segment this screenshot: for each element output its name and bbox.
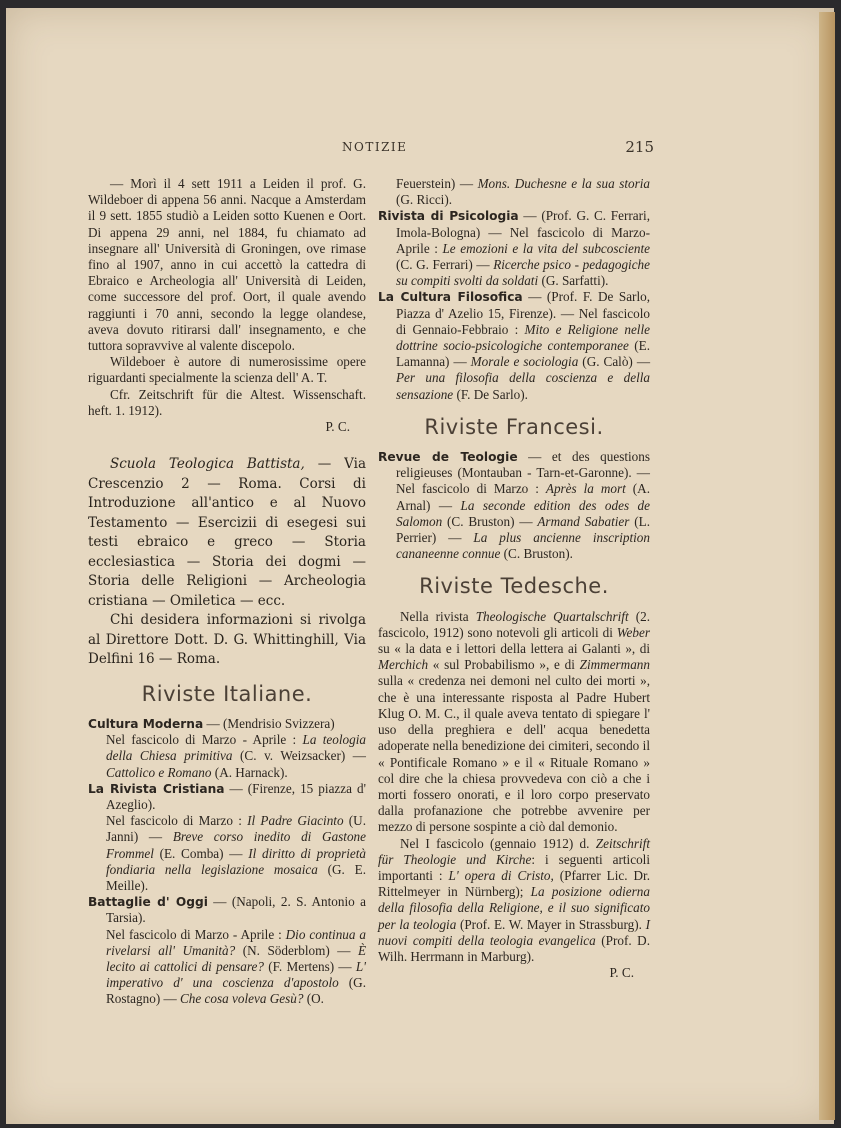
text-run: (E. Comba) — (153, 845, 249, 861)
italic-title: Zeitschrift für Theologie und Kirche (378, 835, 650, 867)
italic-title: Mito e Religione nelle dottrine socio-psicologiche contemporanee (396, 321, 650, 354)
italic-title: Weber (616, 624, 650, 640)
italic-title: Après la mort (545, 481, 626, 497)
text-run: Nel fascicolo di Marzo : (106, 813, 248, 829)
right-column (378, 176, 650, 981)
italic-title: Cattolico e Romano (106, 764, 212, 780)
italic-title: Le emozioni e la vita del subcosciente (442, 240, 650, 256)
review-contents (88, 927, 366, 1008)
school-notice (88, 455, 366, 611)
italic-title: Zimmermann (579, 657, 650, 673)
text-run: Feuerstein) — (396, 176, 478, 191)
italic-title: L' imperativo d' una coscienza d'apostolo (106, 959, 366, 991)
text-run: (G. Calò) — (578, 354, 651, 370)
italian-reviews (88, 716, 366, 1008)
running-title: NOTIZIE (342, 140, 408, 154)
text-run: (2. fascicolo, 1912) sono notevoli gli articoli di (378, 608, 650, 640)
italic-title: Armand Sabatier (537, 513, 630, 529)
review-entry: La Cultura Filosofica — (Prof. F. De Sarlo, Piazza d' Azelio 15, Firenze). — Nel fascicolo di Gennaio-Febbraio : Mito e Religione nelle dottrine socio-psicologiche contemporanee (E. Lamanna) — Morale e sociologia (G. Calò) — Per una filosofia della coscienza e della sensazione (F. De Sarlo). (378, 289, 651, 402)
author-initials: P. C. (325, 419, 350, 435)
journal-name: Revue de Teologie (378, 450, 518, 465)
italic-title: La posizione odierna della filosofia della Religione, e il suo significato per la teologia (378, 884, 650, 932)
review-continuation (378, 176, 650, 208)
text-run: (C. Bruston). (500, 546, 573, 562)
text-run: (G. Ricci). (396, 192, 453, 208)
italic-title: Il Padre Giacinto (247, 813, 344, 829)
book-page (6, 8, 834, 1124)
text-run: (F. Mertens) — (263, 959, 356, 974)
journal-name: Cultura Moderna (88, 716, 204, 731)
text-run: (Pfarrer Lic. Dr. Rittelmeyer in Nürnberg); (378, 867, 650, 900)
text-run: (Prof. E. W. Mayer in Strassburg). (456, 916, 646, 932)
italic-title: La seconde edition des odes de Salomon (396, 497, 650, 529)
author-initials: P. C. (609, 965, 634, 981)
italic-title: Ricerche psico - pedagogiche su compiti svolti da soldati (396, 257, 651, 289)
german-paragraph (378, 836, 650, 966)
text-run: (O. (303, 991, 324, 1007)
italic-title: L' opera di Cristo, (448, 867, 554, 883)
italic-title: La teologia della Chiesa primitiva (106, 732, 366, 764)
italic-title: Dio continua a rivelarsi all' Umanità? (106, 926, 366, 958)
text-run: su « la data e i lettori della lettera ai Galanti », di (378, 641, 650, 657)
italic-title: È lecito ai cattolici di pensare? (106, 942, 366, 974)
page-edge-right (819, 12, 835, 1120)
text-run: (A. Harnack). (211, 764, 288, 780)
text-run: (U. Janni) — (106, 813, 366, 845)
text-run: Nel fascicolo di Marzo - Aprile : (106, 926, 286, 942)
text-run: (A. Arnal) — (396, 481, 650, 513)
review-contents (88, 813, 366, 894)
review-entry: Rivista di Psicologia — (Prof. G. C. Ferrari, Imola-Bologna) — Nel fascicolo di Marzo-Aprile : Le emozioni e la vita del subcosciente (C. G. Ferrari) — Ricerche psico - pedagogiche su compiti svolti da soldati (G. Sarfatti). (378, 208, 651, 289)
text-run: Nel fascicolo di Gennaio-Febbraio : (396, 305, 650, 337)
italic-title: I nuovi compiti della teologia evangelica (378, 916, 650, 948)
text-run: (E. Lamanna) — (396, 338, 650, 370)
journal-name: La Cultura Filosofica (378, 290, 523, 305)
section-title-french: Riviste Francesi. (424, 414, 604, 439)
italic-title: Che cosa voleva Gesù? (180, 991, 304, 1007)
text-run: (C. G. Ferrari) — (396, 257, 494, 273)
text-run: sulla « credenza nei demoni nel culto dei morti », che è una interessante risposta al Padre Hubert Klug O. M. C., il quale aveva tentato di spiegare l' uso della preghiera e dell' acqua benedetta adoperate nella benedizione dei cimiteri, secondo il « Pontificale Romano » e il « Rituale Romano » col dire che la chiesa provvedeva con ciò a che i morti fossero onorati, e il loro corpo preservato dalla profanazione che potrebbe avvenire per mezzo di persone sospinte a ciò dal demonio. (378, 673, 650, 835)
review-entry: Revue de Teologie — et des questions religieuses (Montauban - Tarn-et-Garonne). — Nel fascicolo di Marzo : Après la mort (A. Arnal) — La seconde edition des odes de Salomon (C. Bruston) — Armand Sabatier (L. Perrier) — La plus ancienne inscription cananeenne connue (C. Bruston). (378, 449, 650, 562)
italic-title: Mons. Duchesne e la sua storia (477, 176, 650, 191)
obituary-paragraph: — Morì il 4 sett 1911 a Leiden il prof. G. Wildeboer di appena 56 anni. Nacque a Amsterdam il 9 sett. 1855 studiò a Leiden sotto Kuenen e Oort. Di appena 29 anni, nel 1884, fu chiamato ad insegnare all' Università di Groningen, ove rimase fino al 1907, anno in cui accettò la cattedra di Ebraico e Archeologia all' Università di Leiden, come successore del prof. Oort, il quale avendo raggiunti i 70 anni, secondo la legge olandese, aveva dovuto ritirarsi dall' insegnamento, e che tuttora sopravvive al valente discepolo. (88, 176, 366, 354)
text-run: (L. Perrier) — (396, 513, 650, 546)
journal-name: Rivista di Psicologia (378, 209, 519, 224)
german-paragraph (378, 609, 650, 836)
italic-title: La plus ancienne inscription cananeenne connue (396, 530, 650, 562)
text-run: Nella rivista (400, 608, 476, 624)
obituary-paragraph: Wildeboer è autore di numerosissime opere riguardanti specialmente la scienza dell' A. T. (88, 354, 366, 386)
page-header (86, 140, 654, 160)
obituary-reference: Cfr. Zeitschrift für die Altest. Wissenschaft. heft. 1. 1912). (88, 386, 366, 418)
text-run: Nel fascicolo di Marzo-Aprile : (396, 224, 650, 256)
text-run: : i seguenti articoli importanti : (378, 851, 650, 883)
review-entry: La Rivista Cristiana — (Firenze, 15 piazza d' Azeglio). (88, 780, 367, 812)
review-contents (88, 732, 366, 781)
journal-name: Battaglie d' Oggi (88, 895, 208, 910)
left-column (88, 176, 366, 1008)
text-run: (G. Rostagno) — (106, 975, 366, 1007)
italic-title: Per una filosofia della coscienza e della sensazione (396, 370, 650, 402)
text-run: (C. Bruston) — (442, 513, 538, 529)
text-run: Nel I fascicolo (gennaio 1912) d. (400, 835, 596, 851)
text-run: Nel fascicolo di Marzo : (396, 481, 546, 497)
section-title-italian: Riviste Italiane. (141, 681, 313, 706)
journal-name: La Rivista Cristiana (88, 781, 225, 796)
text-run: (F. De Sarlo). (453, 386, 528, 402)
text-run: (Prof. D. Wilh. Herrmann in Marburg). (378, 932, 650, 964)
text-run: (N. Söderblom) — (235, 942, 358, 958)
review-entry: Battaglie d' Oggi — (Napoli, 2. S. Antonio a Tarsia). (88, 894, 366, 926)
section-title-german: Riviste Tedesche. (419, 574, 609, 599)
school-courses: — Via Crescenzio 2 — Roma. Corsi di Introduzione all'antico e al Nuovo Testamento — Esercizii di esegesi sui testi ebraico e greco — Storia ecclesiastica — Storia dei dogmi — Storia delle Religioni — Archeologia cristiana — Omiletica — ecc. (88, 456, 366, 609)
italic-title: Il diritto di proprietà fondiaria nella legislazione mosaica (106, 845, 366, 877)
school-contact: Chi desidera informazioni si rivolga al Direttore Dott. D. G. Whittinghill, Via Delfini 16 — Roma. (88, 612, 366, 668)
italic-title: Morale e sociologia (470, 354, 579, 370)
text-run: (G. E. Meille). (106, 861, 366, 893)
school-name: Scuola Teologica Battista, (110, 456, 305, 473)
page-number: 215 (625, 138, 654, 156)
review-entry: Cultura Moderna — (Mendrisio Svizzera) (88, 715, 335, 731)
italic-title: Theologische Quartalschrift (475, 608, 629, 624)
text-run: (G. Sarfatti). (538, 273, 609, 289)
italic-title: Merchich (378, 657, 429, 673)
text-run: (C. v. Weizsacker) — (232, 748, 366, 764)
text-run: « sul Probabilismo », e di (428, 657, 580, 673)
italic-title: Breve corso inedito di Gastone Frommel (106, 829, 366, 861)
text-run: Nel fascicolo di Marzo - Aprile : (106, 732, 303, 748)
